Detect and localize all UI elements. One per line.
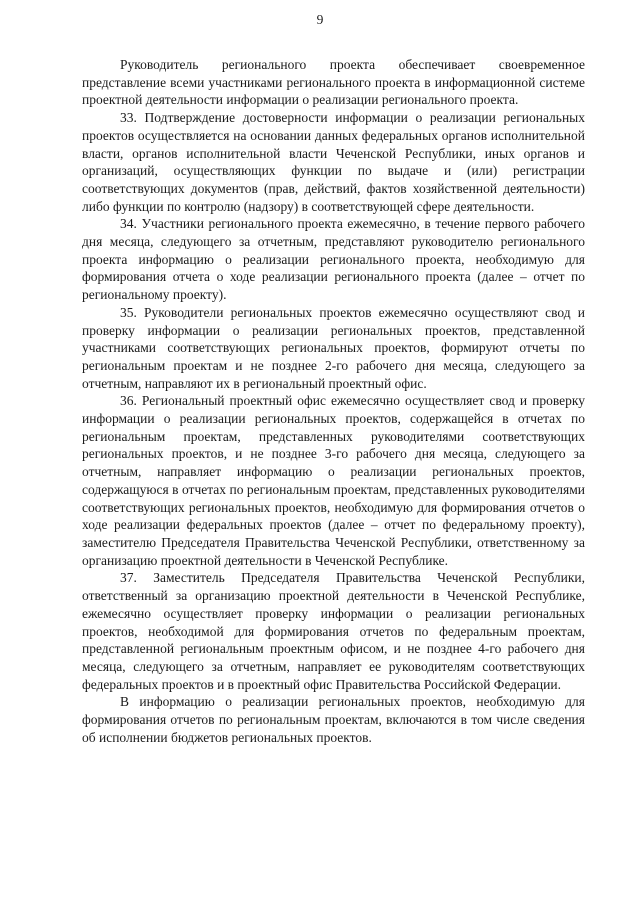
paragraph-35: 35. Руководители региональных проектов ежемесячно осуществляют свод и проверку информации о реализации региональных проектов, представленной участниками соответствующих региональных проектов, формируют отчеты по региональным проектам и не позднее 2-го рабочего дня месяца, следующего за отчетным, направляют их в региональный проектный офис.	[82, 304, 585, 391]
paragraph-closing: В информацию о реализации региональных проектов, необходимую для формирования отчетов по региональным проектам, включаются в том числе сведения об исполнении бюджетов региональных проектов.	[82, 694, 585, 745]
document-body	[82, 56, 585, 746]
page-number: 9	[316, 12, 324, 27]
paragraph-33: 33. Подтверждение достоверности информации о реализации региональных проектов осуществляется на основании данных федеральных органов исполнительной власти, органов исполнительной власти Чеченской Республики, иных органов и организаций, осуществляющих функции по выдаче и (или) регистрации соответствующих документов (прав, действий, фактов хозяйственной деятельности) либо функции по контролю (надзору) в соответствующей сфере деятельности.	[82, 110, 585, 214]
paragraph-34: 34. Участники регионального проекта ежемесячно, в течение первого рабочего дня месяца, следующего за отчетным, представляют руководителю регионального проекта информацию о реализации регионального проекта, необходимую для формирования отчета о ходе реализации регионального проекта (далее – отчет по региональному проекту).	[82, 216, 585, 303]
paragraph-intro: Руководитель регионального проекта обеспечивает своевременное представление всеми участниками регионального проекта в информационной системе проектной деятельности информации о реализации регионального проекта.	[82, 57, 585, 108]
paragraph-37: 37. Заместитель Председателя Правительства Чеченской Республики, ответственный за организацию проектной деятельности в Чеченской Республике, ежемесячно осуществляет проверку информации о реализации региональных проектов, необходимой для формирования отчетов по федеральным проектам, представленной региональным проектным офисом, и не позднее 4-го рабочего дня месяца, следующего за отчетным, направляет ее руководителям соответствующих федеральных проектов и в проектный офис Правительства Российской Федерации.	[82, 570, 585, 692]
paragraph-36: 36. Региональный проектный офис ежемесячно осуществляет свод и проверку информации о реализации региональных проектов, содержащейся в отчетах по региональным проектам, представленных руководителями соответствующих региональных проектов, и не позднее 3-го рабочего дня месяца, следующего за отчетным, направляет информацию о реализации региональных проектов, содержащуюся в отчетах по региональным проектам, представленных руководителями соответствующих региональных проектов, необходимую для формирования отчетов о ходе реализации федеральных проектов (далее – отчет по федеральному проекту), заместителю Председателя Правительства Чеченской Республики, ответственному за организацию проектной деятельности в Чеченской Республике.	[82, 393, 585, 568]
